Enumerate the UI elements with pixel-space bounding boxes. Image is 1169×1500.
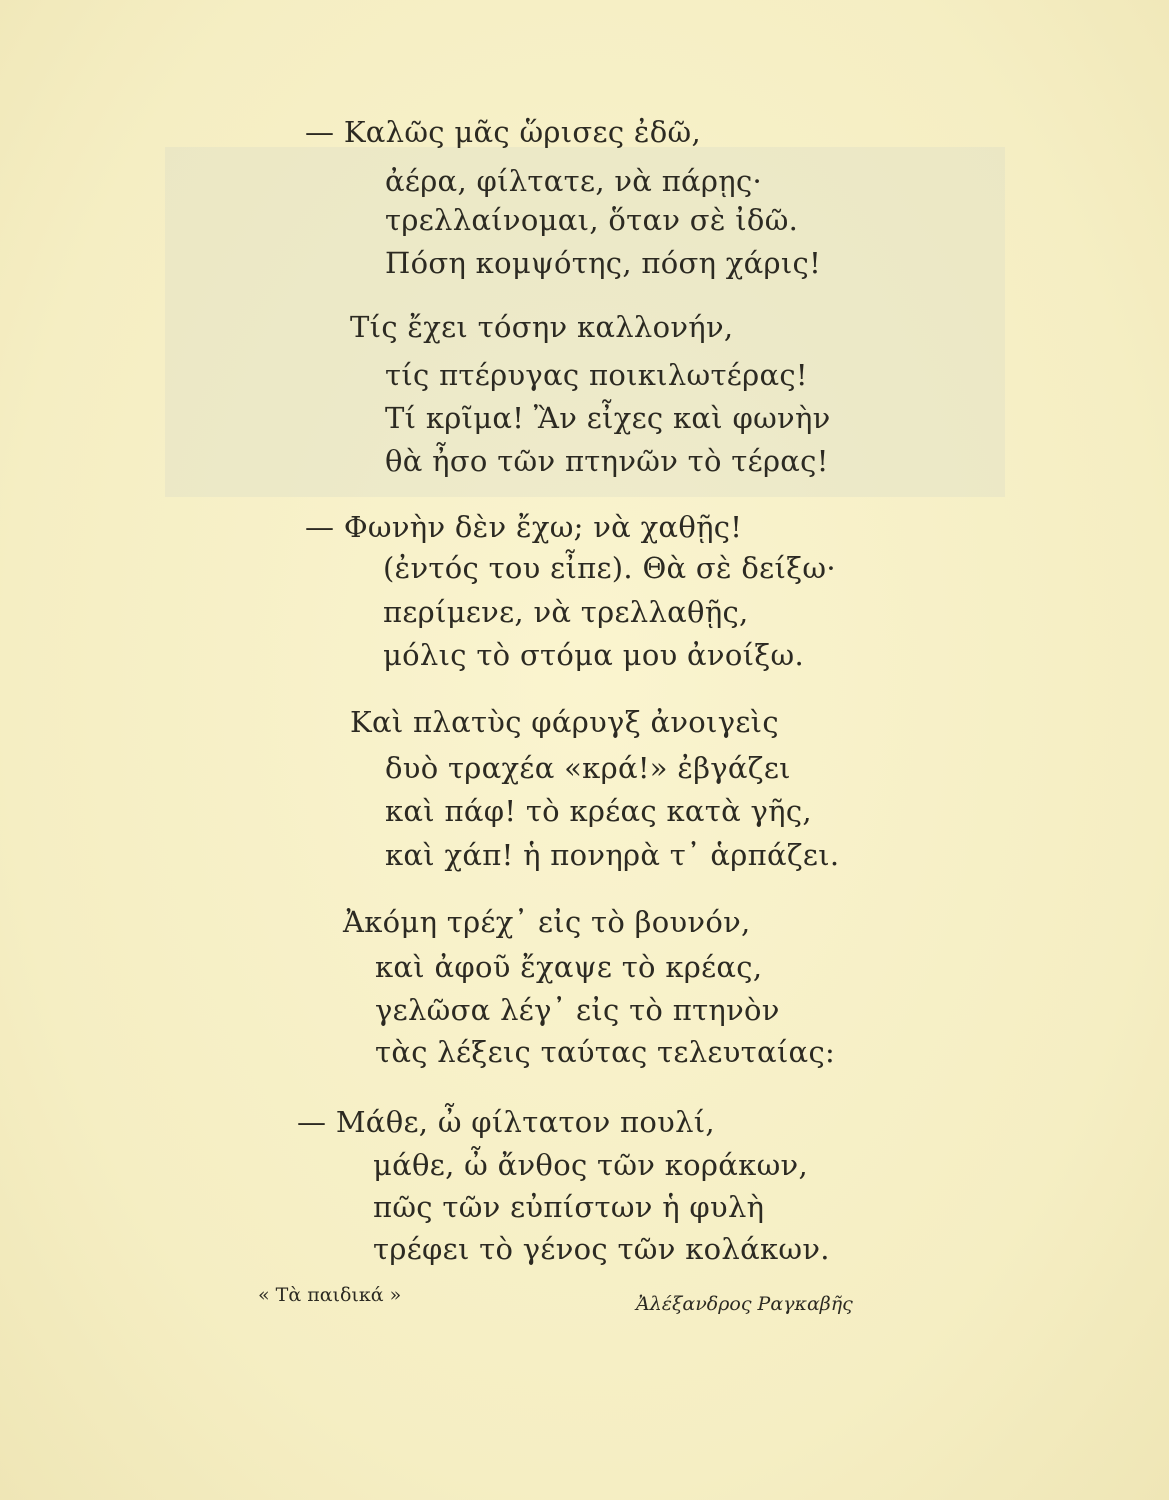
poem-line: περίμενε, νὰ τρελλαθῇς, (383, 595, 749, 629)
poem-line: ἀέρα, φίλτατε, νὰ πάρῃς· (385, 164, 763, 198)
poem-line: μόλις τὸ στόμα μου ἀνοίξω. (383, 638, 805, 672)
poem-line: μάθε, ὦ ἄνθος τῶν κοράκων, (373, 1148, 808, 1182)
poem-line: Ἀκόμη τρέχ᾽ εἰς τὸ βουνόν, (343, 905, 751, 939)
poem-line: δυὸ τραχέα «κρά!» ἐβγάζει (385, 751, 791, 785)
poem-line: — Μάθε, ὦ φίλτατον πουλί, (297, 1105, 715, 1139)
poem-line: τὰς λέξεις ταύτας τελευταίας: (375, 1035, 836, 1069)
poem-line: γελῶσα λέγ᾽ εἰς τὸ πτηνὸν (375, 993, 780, 1027)
poem-line: — Καλῶς μᾶς ὥρισες ἐδῶ, (305, 115, 701, 149)
poem-line: Πόση κομψότης, πόση χάρις! (385, 246, 822, 280)
poem-line: — Φωνὴν δὲν ἔχω; νὰ χαθῇς! (305, 510, 743, 544)
poem-line: Τί κρῖμα! Ἂν εἶχες καὶ φωνὴν (385, 401, 831, 435)
poem-line: καὶ πάφ! τὸ κρέας κατὰ γῆς, (385, 794, 812, 828)
poem-line: θὰ ἦσο τῶν πτηνῶν τὸ τέρας! (385, 444, 829, 478)
author-name: Ἀλέξανδρος Ραγκαβῆς (636, 1293, 853, 1315)
poem-line: (ἐντός του εἶπε). Θὰ σὲ δείξω· (383, 551, 836, 585)
source-label: « Τὰ παιδικά » (258, 1284, 402, 1306)
poem-line: καὶ χάπ! ἡ πονηρὰ τ᾽ ἁρπάζει. (385, 838, 840, 872)
poem-line: Τίς ἔχει τόσην καλλονήν, (350, 310, 734, 344)
poem-line: τρέφει τὸ γένος τῶν κολάκων. (373, 1232, 830, 1266)
poem-line: τρελλαίνομαι, ὅταν σὲ ἰδῶ. (385, 203, 799, 237)
poem-line: πῶς τῶν εὐπίστων ἡ φυλὴ (373, 1190, 765, 1224)
poem-line: τίς πτέρυγας ποικιλωτέρας! (385, 358, 808, 392)
poem-line: Καὶ πλατὺς φάρυγξ ἀνοιγεὶς (350, 705, 779, 739)
poem-line: καὶ ἀφοῦ ἔχαψε τὸ κρέας, (375, 950, 763, 984)
